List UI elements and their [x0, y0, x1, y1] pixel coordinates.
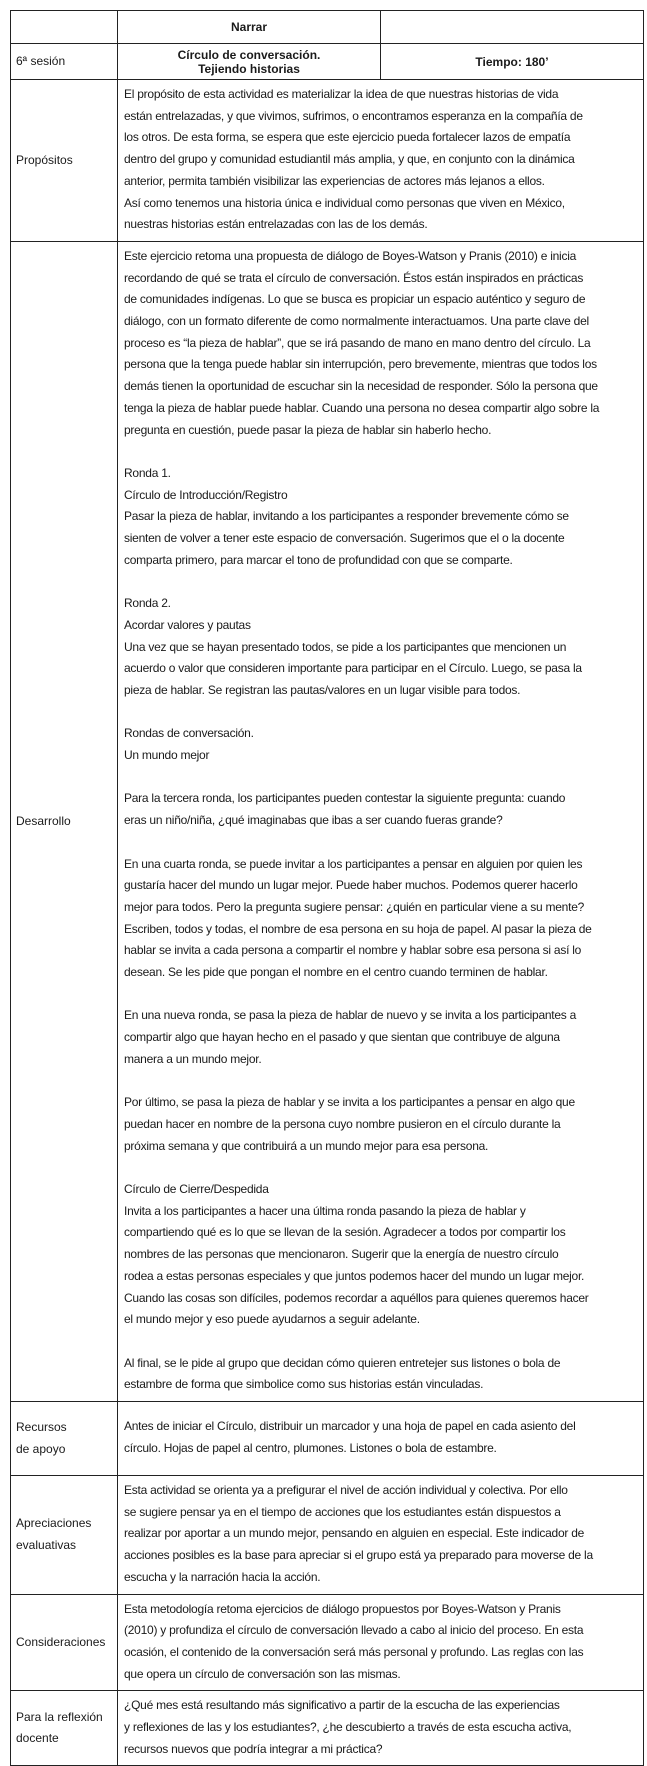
text-line: mejor para todos. Pero la pregunta sugiere pensar: ¿quién en particular viene a su mente?: [124, 899, 585, 914]
text-line: ocasión, el contenido de la conversación será más personal y profundo. Las reglas con las: [124, 1644, 584, 1659]
text-line: hablar se invita a cada persona a compartir el nombre y hablar sobre esa persona si así lo: [124, 943, 582, 958]
text-line: recordando de qué se trata el círculo de conversación. Éstos están inspirados en prácticas: [124, 270, 584, 285]
text-line: Así como tenemos una historia única e individual como personas que viven en México,: [124, 195, 565, 210]
section-content: [118, 1691, 644, 1766]
text-line: nuestras historias están entrelazadas con las de los demás.: [124, 217, 428, 232]
header-row: [11, 11, 644, 44]
section-content: [118, 1594, 644, 1691]
section-row: [11, 241, 644, 1401]
section-label-line: Propósitos: [16, 152, 73, 167]
text-line: Cuando las cosas son difíciles, podemos recordar a aquéllos para quienes queremos hacer: [124, 1290, 589, 1305]
text-line: pieza de hablar. Se registran las pautas/valores en un lugar visible para todos.: [124, 682, 521, 697]
text-line: Escriben, todos y todas, el nombre de esa persona en su hoja de papel. Al pasar la pieza de: [124, 921, 592, 936]
text-line: Invita a los participantes a hacer una última ronda pasando la pieza de hablar y: [124, 1203, 526, 1218]
text-line: [124, 441, 637, 463]
text-line: desean. Se les pide que pongan el nombre en el centro cuando terminen de hablar.: [124, 965, 548, 980]
activity-title-line: Tejiendo historias: [198, 61, 300, 76]
text-line: estambre de forma que simbolice como sus historias están vinculadas.: [124, 1377, 484, 1392]
text-line: rodea a estas personas especiales y que juntos podemos hacer del mundo un lugar mejor.: [124, 1268, 585, 1283]
text-line: Pasar la pieza de hablar, invitando a los participantes a responder brevemente cómo se: [124, 509, 569, 524]
text-line: proceso es “la pieza de hablar”, que se irá pasando de mano en mano dentro del círculo. La: [124, 335, 591, 350]
text-line: los otros. De esta forma, se espera que este ejercicio pueda fortalecer lazos de empatía: [124, 130, 571, 145]
text-line: Círculo de Introducción/Registro: [124, 487, 288, 502]
section-label-line: Apreciaciones: [16, 1516, 92, 1531]
section-label-line: Consideraciones: [16, 1634, 106, 1649]
text-line: recursos nuevos que podría integrar a mi práctica?: [124, 1741, 383, 1756]
session-time: Tiempo: 180’: [381, 44, 644, 80]
text-line: Ronda 1.: [124, 465, 171, 480]
section-label-line: de apoyo: [16, 1441, 66, 1456]
text-line: Una vez que se hayan presentado todos, se pide a los participantes que mencionen un: [124, 639, 567, 654]
activity-title-line: Círculo de conversación.: [177, 47, 321, 62]
text-line: Este ejercicio retoma una propuesta de diálogo de Boyes-Watson y Pranis (2010) e inicia: [124, 248, 577, 263]
text-line: Círculo de Cierre/Despedida: [124, 1182, 269, 1197]
text-line: En una nueva ronda, se pasa la pieza de hablar de nuevo y se invita a los participantes a: [124, 1008, 577, 1023]
text-line: dentro del grupo y comunidad estudiantil más amplia, y que, en conjunto con la dinámica: [124, 152, 575, 167]
empty-cell: [11, 11, 118, 44]
text-line: escucha y la narración hacia la acción.: [124, 1569, 321, 1584]
text-line: [124, 1157, 637, 1179]
text-line: realizar por aportar a un mundo mejor, pensando en alguien en especial. Este indicador de: [124, 1526, 585, 1541]
activity-title: [118, 44, 381, 80]
section-label-line: docente: [16, 1731, 59, 1746]
text-line: diálogo, con un formato diferente de como normalmente interactuamos. Una parte clave del: [124, 314, 589, 329]
text-line: El propósito de esta actividad es materializar la idea de que nuestras historias de vida: [124, 87, 559, 101]
section-label: [11, 1402, 118, 1476]
text-line: puedan hacer en nombre de la persona cuyo nombre pusieron en el círculo durante la: [124, 1116, 561, 1131]
section-label-line: Desarrollo: [16, 813, 71, 828]
text-line: comparta primero, para marcar el tono de profundidad con que se comparte.: [124, 552, 513, 567]
text-line: [124, 571, 637, 593]
section-label-line: Recursos: [16, 1419, 67, 1434]
section-row: [11, 80, 644, 242]
session-number: 6ª sesión: [11, 44, 118, 80]
text-line: y reflexiones de las y los estudiantes?, ¿he descubierto a través de esta escucha activa,: [124, 1720, 572, 1735]
text-line: sienten de volver a tener este espacio de conversación. Sugerimos que el o la docente: [124, 531, 565, 546]
text-line: gustaría hacer del mundo un lugar mejor. Puede haber muchos. Podemos querer hacerlo: [124, 878, 578, 893]
text-line: [124, 702, 637, 724]
text-line: eras un niño/niña, ¿qué imaginabas que ibas a ser cuando fueras grande?: [124, 813, 503, 828]
text-line: próxima semana y que contribuirá a un mundo mejor para esa persona.: [124, 1138, 489, 1153]
section-label: [11, 1691, 118, 1766]
session-row: [11, 44, 644, 80]
text-line: Para la tercera ronda, los participantes pueden contestar la siguiente pregunta: cuando: [124, 791, 566, 806]
text-line: anterior, permita también visibilizar las experiencias de actores más lejanos a ellos.: [124, 173, 545, 188]
text-line: [124, 984, 637, 1006]
text-line: ¿Qué mes está resultando más significativo a partir de la escucha de las experiencias: [124, 1698, 560, 1713]
text-line: [124, 1331, 637, 1353]
section-content: [118, 241, 644, 1401]
section-label-line: evaluativas: [16, 1537, 77, 1552]
text-line: Un mundo mejor: [124, 748, 210, 763]
section-label: [11, 1476, 118, 1595]
text-line: En una cuarta ronda, se puede invitar a los participantes a pensar en alguien por quien les: [124, 856, 583, 871]
section-row: [11, 1476, 644, 1595]
text-line: acuerdo o valor que consideren importante para participar en el Círculo. Luego, se pasa la: [124, 661, 582, 676]
text-line: de comunidades indígenas. Lo que se busca es propiciar un espacio auténtico y seguro de: [124, 292, 586, 307]
text-line: Por último, se pasa la pieza de hablar y se invita a los participantes a pensar en algo que: [124, 1095, 575, 1110]
text-line: Acordar valores y pautas: [124, 617, 251, 632]
section-row: [11, 1594, 644, 1691]
section-content: [118, 80, 644, 242]
text-line: Al final, se le pide al grupo que decidan cómo quieren entretejer sus listones o bola de: [124, 1355, 561, 1370]
section-content: [118, 1402, 644, 1476]
text-line: pregunta en cuestión, puede pasar la pieza de hablar sin haberlo hecho.: [124, 422, 492, 437]
text-line: [124, 1071, 637, 1093]
text-line: Rondas de conversación.: [124, 726, 254, 741]
text-line: se sugiere pensar ya en el tiempo de acciones que los estudiantes están dispuestos a: [124, 1504, 561, 1519]
section-label: [11, 80, 118, 242]
text-line: [124, 832, 637, 854]
section-content: [118, 1476, 644, 1595]
text-line: [124, 767, 637, 789]
text-line: nombres de las personas que mencionaron. Sugerir que la energía de nuestro círculo: [124, 1247, 559, 1262]
text-line: acciones posibles es la base para apreciar si el grupo está ya preparado para moverse de la: [124, 1548, 593, 1563]
text-line: que opera un círculo de conversación son las mismas.: [124, 1666, 401, 1681]
section-title: Narrar: [118, 11, 381, 44]
text-line: manera a un mundo mejor.: [124, 1051, 262, 1066]
section-row: [11, 1402, 644, 1476]
section-label: [11, 1594, 118, 1691]
text-line: círculo. Hojas de papel al centro, plumones. Listones o bola de estambre.: [124, 1441, 497, 1456]
text-line: Ronda 2.: [124, 596, 171, 611]
empty-cell: [381, 11, 644, 44]
section-label-line: Para la reflexión: [16, 1709, 103, 1724]
text-line: compartir algo que hayan hecho en el pasado y que sientan que contribuye de alguna: [124, 1030, 560, 1045]
section-label: [11, 241, 118, 1401]
text-line: tenga la pieza de hablar puede hablar. Cuando una persona no desea compartir algo sobre la: [124, 400, 600, 415]
section-row: [11, 1691, 644, 1766]
text-line: Esta metodología retoma ejercicios de diálogo propuestos por Boyes-Watson y Pranis: [124, 1601, 561, 1616]
text-line: compartiendo qué es lo que se llevan de la sesión. Agradecer a todos por compartir los: [124, 1225, 566, 1240]
session-plan-table: [10, 10, 644, 1766]
text-line: Antes de iniciar el Círculo, distribuir un marcador y una hoja de papel en cada asiento del: [124, 1419, 576, 1434]
text-line: (2010) y profundiza el círculo de conversación llevado a cabo al inicio del proceso. En esta: [124, 1623, 584, 1638]
text-line: demás tienen la oportunidad de escuchar sin la necesidad de responder. Sólo la persona que: [124, 379, 598, 394]
text-line: el mundo mejor y eso puede ayudarnos a seguir adelante.: [124, 1312, 420, 1327]
text-line: están entrelazadas, y que vivimos, sufrimos, o encontramos esperanza en la compañía de: [124, 108, 583, 123]
text-line: Esta actividad se orienta ya a prefigurar el nivel de acción individual y colectiva. Por ello: [124, 1483, 568, 1498]
text-line: persona que la tenga puede hablar sin interrupción, pero brevemente, mientras que todos los: [124, 357, 597, 372]
